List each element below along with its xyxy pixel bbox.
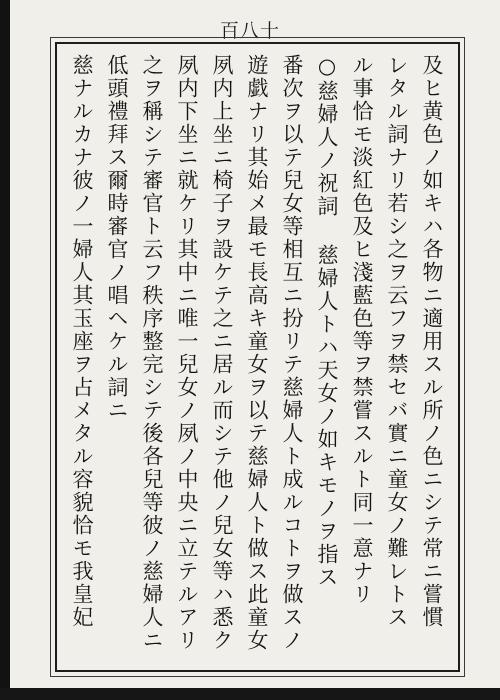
page-edge-bottom bbox=[0, 688, 500, 700]
text-column-9: 之ヲ稱シテ審官ト云フ秩序整完シテ後各兒等彼ノ慈婦人ニ bbox=[140, 54, 164, 652]
text-column-4-heading: ○慈婦人ノ祝詞 慈婦人トハ天女ノ如キモノヲ指ス bbox=[315, 54, 339, 589]
text-frame bbox=[55, 42, 460, 672]
text-column-8: 夙内下坐ニ就ケリ其中ニ唯一兒女ノ夙ノ中央ニ立テルアリ bbox=[175, 54, 199, 652]
page-number: 百八十 bbox=[219, 19, 280, 42]
page-edge-left bbox=[0, 0, 10, 700]
text-column-2: レタル詞ナリ若シ之ヲ云フヲ禁セバ實ニ童女ノ難レトス bbox=[385, 54, 409, 629]
text-column-6: 遊戯ナリ其始メ最モ長高キ童女ヲ以テ慈婦人ト做ス此童女 bbox=[245, 54, 269, 652]
text-column-10: 低頭禮拜ス爾時審官ノ唱ヘケル詞ニ bbox=[105, 54, 129, 422]
text-column-1: 及ヒ黄色ノ如キハ各物ニ適用スル所ノ色ニシテ常ニ嘗慣 bbox=[420, 54, 444, 629]
text-column-3: ル事恰モ淡紅色及ヒ淺藍色等ヲ禁嘗スルト同一意ナリ bbox=[350, 54, 374, 606]
text-column-7: 夙内上坐ニ椅子ヲ設ケテ之ニ居ル而シテ他ノ兒女等ハ悉ク bbox=[210, 54, 234, 652]
text-column-11: 慈ナルカナ彼ノ一婦人其玉座ヲ占メタル容貌恰モ我皇妃 bbox=[70, 54, 94, 629]
text-column-5: 番次ヲ以テ兒女等相互ニ扮リテ慈婦人ト成ルコトヲ做スノ bbox=[280, 54, 304, 652]
